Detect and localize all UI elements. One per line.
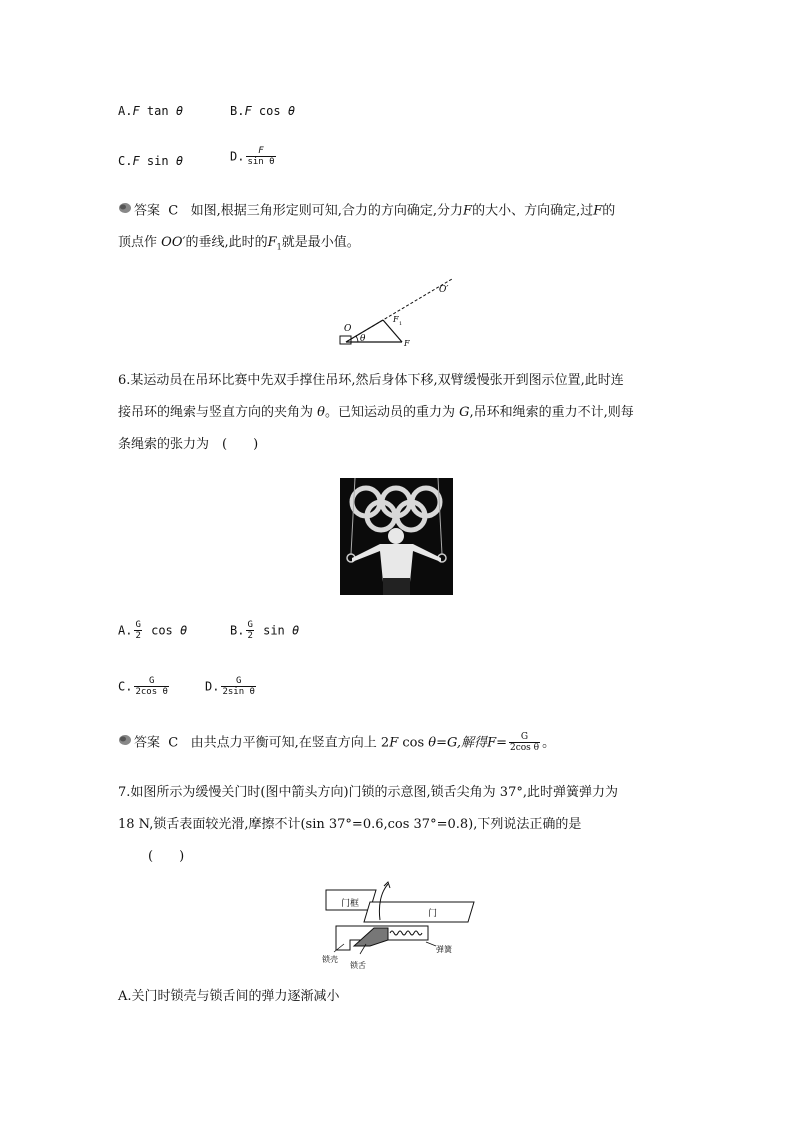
q5-option-b: B.F cos θ [230,104,296,118]
q6-option-d: D. $\frac{G}{\text{2sin θ}}$ [205,676,255,697]
q7-stem-line1: 7.如图所示为缓慢关门时(图中箭头方向)门锁的示意图,锁舌尖角为 37°,此时弹簧弹力为 [118,785,618,800]
theta-arc [356,336,358,342]
q5-answer-line2: 顶点作 OO′的垂线,此时的$F_1$就是最小值。 [118,235,360,252]
gymnast-rings-photo [340,478,453,595]
label-theta: θ [360,334,366,344]
q6-option-c: C. $\frac{G}{\text{2cos θ}}$ [118,676,168,697]
label-door: 门 [428,909,438,919]
label-f: F [404,339,410,348]
q6-stem-line3: 条绳索的张力为 ( ) [118,437,259,452]
q6-option-a: A. $\frac{G}{2}$ cos θ [118,620,188,641]
label-f1: F [393,315,399,324]
label-o-prime: O′ [439,285,449,295]
label-spring: 弹簧 [436,945,452,954]
q7-option-a: A.关门时锁壳与锁舌间的弹力逐渐减小 [118,989,340,1004]
answer-badge-icon [118,201,132,221]
q6-answer-line: 答案 C 由共点力平衡可知,在竖直方向上 2F cos θ=G,解得F= $\frac{G}{\text{2cos θ}}$ 。 [118,733,555,754]
q7-stem-line3: ( ) [148,849,185,864]
q6-stem-line1: 6.某运动员在吊环比赛中先双手撑住吊环,然后身体下移,双臂缓慢张开到图示位置,此时连 [118,373,624,388]
label-lock-case: 锁壳 [322,955,338,964]
label-f1-sub: 1 [399,321,403,327]
label-lock-tongue: 锁舌 [350,961,366,970]
q6-option-b: B. $\frac{G}{2}$ sin θ [230,620,300,641]
door-shape [364,902,474,922]
label-door-frame: 门框 [341,899,360,909]
force-triangle-figure [335,272,460,350]
q5-option-a: A.F tan θ [118,104,184,118]
q5-option-d: D. $\frac{F}{\text{sin θ}}$ [230,146,275,167]
q5-option-c: C.F sin θ [118,154,184,168]
q5-answer-line1: 答案 C 如图,根据三角形定则可知,合力的方向确定,分力F的大小、方向确定,过F的 [118,201,615,222]
label-o: O [344,324,352,334]
q7-stem-line2: 18 N,锁舌表面较光滑,摩擦不计(sin 37°=0.6,cos 37°=0.8),下列说法正确的是 [118,817,582,832]
q6-stem-line2: 接吊环的绳索与竖直方向的夹角为 θ。已知运动员的重力为 G,吊环和绳索的重力不计,则每 [118,405,634,420]
answer-badge-icon [118,733,132,753]
door-lock-figure [318,880,478,970]
